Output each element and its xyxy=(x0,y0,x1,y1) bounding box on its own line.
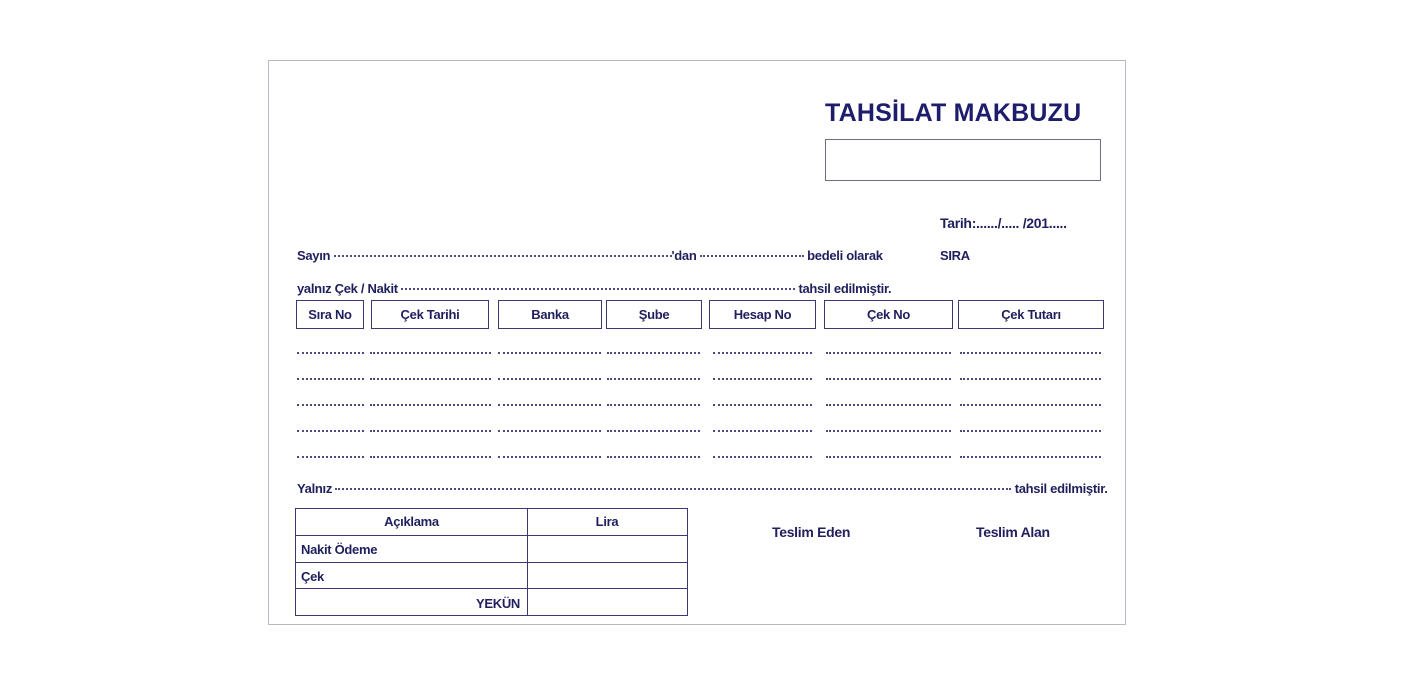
check-row-5-col-6-field[interactable] xyxy=(826,456,951,458)
col-banka: Banka xyxy=(498,300,602,329)
col-sube: Şube xyxy=(606,300,702,329)
serial-number-box[interactable] xyxy=(825,139,1101,181)
check-row-3-col-2-field[interactable] xyxy=(370,404,491,406)
check-row-1-col-4-field[interactable] xyxy=(607,352,700,354)
check-row-4-col-3-field[interactable] xyxy=(498,430,601,432)
summary-row-nakit: Nakit Ödeme xyxy=(301,542,378,557)
col-hesap-no: Hesap No xyxy=(709,300,816,329)
summary-rule xyxy=(296,535,687,536)
line-yalniz-total xyxy=(297,481,1108,496)
check-row-1-col-1-field[interactable] xyxy=(297,352,364,354)
check-row-5-col-5-field[interactable] xyxy=(713,456,812,458)
tahsil-label-2: tahsil edilmiştir. xyxy=(1014,481,1108,496)
total-written-fill-line[interactable] xyxy=(335,488,1011,490)
tahsil-label-1: tahsil edilmiştir. xyxy=(798,281,892,296)
check-row-1-col-5-field[interactable] xyxy=(713,352,812,354)
check-row-4-col-1-field[interactable] xyxy=(297,430,364,432)
summary-header-desc: Açıklama xyxy=(384,514,439,529)
summary-rule xyxy=(296,562,687,563)
name-fill-line[interactable] xyxy=(334,255,672,257)
check-row-2-col-2-field[interactable] xyxy=(370,378,491,380)
check-row-3-col-5-field[interactable] xyxy=(713,404,812,406)
col-cek-no: Çek No xyxy=(824,300,953,329)
check-row-4-col-2-field[interactable] xyxy=(370,430,491,432)
summary-table xyxy=(295,508,688,616)
check-row-3-col-1-field[interactable] xyxy=(297,404,364,406)
check-row-4-col-7-field[interactable] xyxy=(960,430,1101,432)
sira-label: SIRA xyxy=(940,248,970,263)
written-amount-fill-line[interactable] xyxy=(401,288,795,290)
check-row-3-col-3-field[interactable] xyxy=(498,404,601,406)
check-row-5-col-1-field[interactable] xyxy=(297,456,364,458)
teslim-alan-label: Teslim Alan xyxy=(976,524,1050,540)
check-row-2-col-5-field[interactable] xyxy=(713,378,812,380)
check-row-2-col-7-field[interactable] xyxy=(960,378,1101,380)
check-row-2-col-3-field[interactable] xyxy=(498,378,601,380)
receipt-form xyxy=(268,60,1126,625)
check-row-2-col-1-field[interactable] xyxy=(297,378,364,380)
check-row-5-col-2-field[interactable] xyxy=(370,456,491,458)
line-yalniz-cek xyxy=(297,281,891,296)
summary-row-cek: Çek xyxy=(301,569,324,584)
amount-fill-line[interactable] xyxy=(700,255,804,257)
check-row-5-col-3-field[interactable] xyxy=(498,456,601,458)
check-row-3-col-7-field[interactable] xyxy=(960,404,1101,406)
check-row-5-col-4-field[interactable] xyxy=(607,456,700,458)
teslim-eden-label: Teslim Eden xyxy=(772,524,851,540)
yalniz-cek-label: yalnız Çek / Nakit xyxy=(297,281,398,296)
check-row-5-col-7-field[interactable] xyxy=(960,456,1101,458)
date-label: Tarih:....../..... /201..... xyxy=(940,215,1067,231)
summary-header-amount: Lira xyxy=(595,514,619,529)
check-row-4-col-5-field[interactable] xyxy=(713,430,812,432)
check-row-1-col-7-field[interactable] xyxy=(960,352,1101,354)
check-row-4-col-4-field[interactable] xyxy=(607,430,700,432)
bedeli-label: bedeli olarak xyxy=(807,248,883,263)
check-row-1-col-3-field[interactable] xyxy=(498,352,601,354)
check-row-4-col-6-field[interactable] xyxy=(826,430,951,432)
receipt-title: TAHSİLAT MAKBUZU xyxy=(825,99,1082,127)
summary-total-label: YEKÜN xyxy=(475,596,520,611)
col-cek-tutari: Çek Tutarı xyxy=(958,300,1104,329)
check-row-2-col-6-field[interactable] xyxy=(826,378,951,380)
check-row-3-col-4-field[interactable] xyxy=(607,404,700,406)
check-row-1-col-6-field[interactable] xyxy=(826,352,951,354)
line-sayin xyxy=(297,248,883,263)
summary-rule xyxy=(296,588,687,589)
dan-suffix: 'dan xyxy=(671,248,697,263)
check-row-3-col-6-field[interactable] xyxy=(826,404,951,406)
col-cek-tarihi: Çek Tarihi xyxy=(371,300,489,329)
check-row-2-col-4-field[interactable] xyxy=(607,378,700,380)
sayin-label: Sayın xyxy=(297,248,331,263)
check-row-1-col-2-field[interactable] xyxy=(370,352,491,354)
col-sira-no: Sıra No xyxy=(296,300,364,329)
yalniz-label: Yalnız xyxy=(297,481,333,496)
